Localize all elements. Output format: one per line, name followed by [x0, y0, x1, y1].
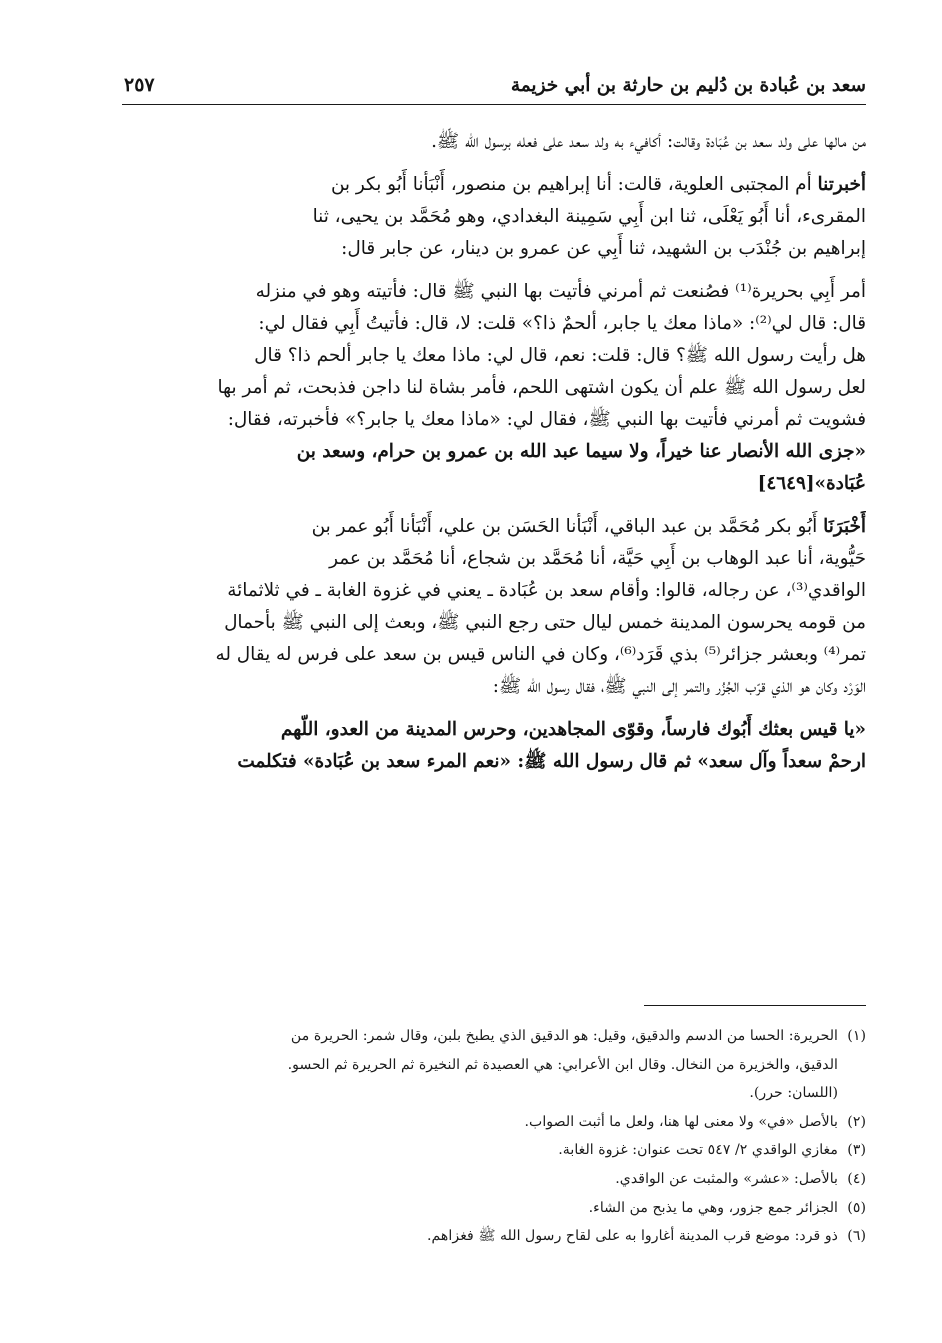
- text-line: الوَرْد وكان هو الذي قرّب الجُزُر والتمر إلى النبي ﷺ، فقال رسول الله ﷺ:: [492, 676, 866, 697]
- text-line: المقرىء، أنا أَبُو يَعْلَى، ثنا ابن أَبِي سَمِينة البغدادي، وهو مُحَمَّد بن يحيى، ثنا: [312, 206, 866, 227]
- footnote-number: (٤): [847, 1170, 866, 1187]
- text-line: هل رأيت رسول الله ﷺ؟ قال: قلت: نعم، قال لي: ماذا معك يا جابر ألحم ذا؟ قال: [254, 345, 866, 366]
- footnote-text: ذو قرد: موضع قرب المدينة أغاروا به على لقاح رسول الله ﷺ فغزاهم.: [426, 1228, 838, 1245]
- text-line: أمر أَبِي بحريرة⁽¹⁾ فصُنعت ثم أمرني فأتيت بها النبي ﷺ قال: فأتيته وهو في منزله: [255, 281, 866, 302]
- footnote-number: (٥): [847, 1199, 866, 1216]
- text-line: فشويت ثم أمرني فأتيت بها النبي ﷺ، فقال لي: «ماذا معك يا جابر؟» فأخبرته، فقال:: [227, 409, 866, 430]
- text-line: لعل رسول الله ﷺ علم أن يكون اشتهى اللحم، فأمر بشاة لنا داجن فذبحت، ثم أمر بها: [217, 377, 866, 398]
- paragraph-2: [122, 169, 866, 265]
- lead-word: أَخْبَرَنَا: [823, 516, 866, 537]
- main-text: [122, 126, 866, 778]
- text-line: الواقدي⁽³⁾، عن رجاله، قالوا: وأقام سعد بن عُبَادة ـ يعني في غزوة الغابة ـ في ثلاثمائة: [227, 580, 866, 601]
- footnote-line: (اللسان: حرر).: [749, 1085, 838, 1102]
- footnote-1: [122, 1022, 866, 1051]
- footnote-2: [122, 1108, 866, 1137]
- text-line: من مالها على ولد سعد بن عُبَادة وقالت: أكافيء به ولد سعد على فعله برسول الله ﷺ.: [431, 131, 866, 152]
- text-line: عُبَادة»[٤٦٤٩]: [757, 473, 866, 494]
- paragraph-1: [122, 126, 866, 158]
- header-title: سعد بن عُبادة بن دُليم بن حارثة بن أبي خزيمة: [510, 75, 866, 96]
- footnote-6: [122, 1222, 866, 1251]
- footnote-number: (٦): [847, 1228, 866, 1245]
- footnote-text: الحريرة: الحسا من الدسم والدقيق، وقيل: هو الدقيق الذي يطبخ بلبن، وقال شمر: الحريرة من: [290, 1028, 838, 1044]
- text-line: قال: قال لي⁽²⁾: «ماذا معك يا جابر، ألحمٌ ذا؟» قلت: لا، قال: فأتيتُ أَبِي فقال لي:: [258, 313, 866, 334]
- text-line: تمر⁽⁴⁾ وبعشر جزائر⁽⁵⁾ بذي قَرَد⁽⁶⁾، وكان في الناس قيس بن سعد على فرس له يقال له: [215, 644, 866, 665]
- text-line: [122, 169, 866, 201]
- text-line: «يا قيس بعثك أَبُوك فارساً، وقوّى المجاهدين، وحرس المدينة من العدو، اللّهم: [280, 719, 866, 740]
- page-number: ٢٥٧: [124, 74, 155, 96]
- text-line: من قومه يحرسون المدينة خمس ليال حتى رجع النبي ﷺ، وبعث إلى النبي ﷺ بأحمال: [224, 612, 866, 633]
- text-line: حَيُّوية، أنا عبد الوهاب بن أَبِي حَيَّة، أنا مُحَمَّد بن شجاع، أنا مُحَمَّد بن عمر: [329, 548, 866, 569]
- text-line-content: أَبُو بكر مُحَمَّد بن عبد الباقي، أَنْبَأنا الحَسَن بن علي، أَنْبَأنا أَبُو عمر بن: [311, 516, 818, 537]
- text-line: ارحمْ سعداً وآل سعد» ثم قال رسول الله ﷺ: «نعم المرء سعد بن عُبَادة» فتكلمت: [237, 751, 866, 772]
- footnote-divider: [644, 1005, 866, 1006]
- text-line: [122, 511, 866, 543]
- footnote-4: [122, 1165, 866, 1194]
- footnote-number: (٣): [847, 1142, 866, 1159]
- footnote-text: مغازي الواقدي ٢/ ٥٤٧ تحت عنوان: غزوة الغابة.: [558, 1142, 838, 1159]
- text-line-content: أم المجتبى العلوية، قالت: أنا إبراهيم بن منصور، أَنْبَأنا أَبُو بكر بن: [330, 174, 812, 195]
- footnote-text: بالأصل: «عشر» والمثبت عن الواقدي.: [615, 1170, 838, 1187]
- text-line: إبراهيم بن جُنْدَب بن الشهيد، ثنا أَبِي عن عمرو بن دينار، عن جابر قال:: [341, 238, 866, 259]
- lead-word: أخبرتنا: [817, 174, 866, 195]
- paragraph-4: [122, 511, 866, 703]
- footnote-5: [122, 1194, 866, 1223]
- footnote-3: [122, 1136, 866, 1165]
- paragraph-5: [122, 714, 866, 778]
- text-line: «جزى الله الأنصار عنا خيراً، ولا سيما عبد الله بن عمرو بن حرام، وسعد بن: [296, 441, 866, 462]
- footnote-number: (٢): [847, 1113, 866, 1130]
- footnote-text: الجزائر جمع جزور، وهي ما يذبح من الشاء.: [588, 1199, 838, 1216]
- paragraph-3: [122, 276, 866, 500]
- footnote-number: (١): [847, 1028, 866, 1044]
- running-header: [122, 60, 866, 105]
- footnote-line: الدقيق، والخزيرة من النخال. وقال ابن الأعرابي: هي العصيدة ثم النخيرة ثم الحريرة ثم الحسو.: [287, 1056, 838, 1073]
- footnote-text: بالأصل «في» ولا معنى لها هنا، ولعل ما أثبت الصواب.: [524, 1113, 838, 1130]
- footnotes: [122, 1022, 866, 1251]
